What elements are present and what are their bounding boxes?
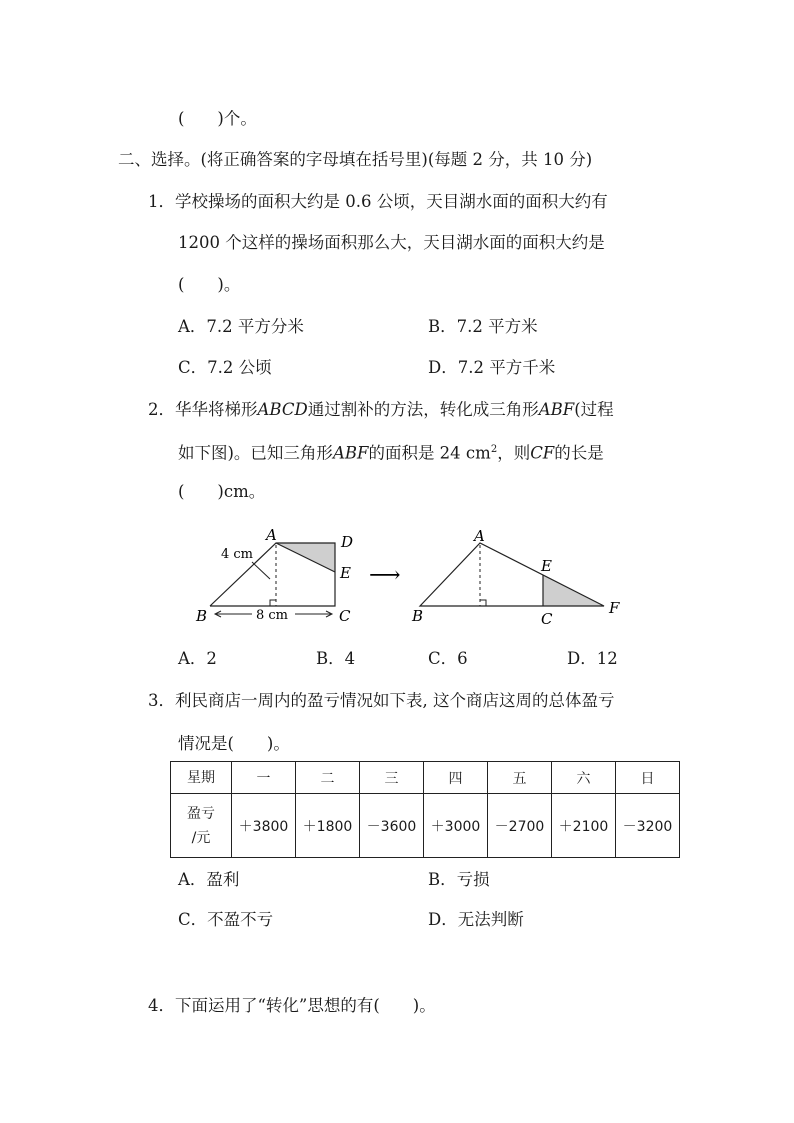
q1-option-b[interactable]: B．7.2 平方米	[428, 317, 538, 336]
q3-option-b[interactable]: B．亏损	[428, 870, 490, 889]
table-day-cell: 四	[424, 762, 488, 794]
table-value-row	[171, 794, 680, 858]
label-e-left: E	[340, 564, 351, 582]
transform-arrow: ⟶	[369, 563, 401, 588]
q3-option-d[interactable]: D．无法判断	[428, 910, 524, 929]
label-c-right: C	[541, 610, 553, 628]
row-label-line2: /元	[191, 829, 211, 846]
q4-line1[interactable]: 4．下面运用了“转化”思想的有( )。	[148, 996, 436, 1015]
label-d-left: D	[341, 533, 354, 551]
profit-loss-table	[170, 761, 680, 858]
table-value-cell: －3600	[360, 794, 424, 858]
triangle-figure	[411, 527, 620, 628]
table-value-cell: ＋1800	[296, 794, 360, 858]
label-b-right: B	[412, 607, 424, 625]
table-value-cell: ＋3000	[424, 794, 488, 858]
q1-option-d[interactable]: D．7.2 平方千米	[428, 358, 556, 377]
label-c-left: C	[339, 607, 351, 625]
q2-option-b[interactable]: B．4	[316, 649, 356, 668]
q2-option-a[interactable]: A．2	[178, 649, 217, 668]
table-day-cell: 一	[232, 762, 296, 794]
label-e-right: E	[541, 557, 552, 575]
label-f-right: F	[609, 599, 620, 617]
table-value-cell: －2700	[488, 794, 552, 858]
q2-line1-a: 2．华华将梯形	[148, 400, 258, 419]
q2-trapezoid-name: ABCD	[257, 400, 308, 419]
row-label-line1: 盈亏	[187, 805, 215, 822]
q3-line2[interactable]: 情况是( )。	[178, 734, 290, 753]
label-a-left: A	[266, 526, 277, 544]
q2-segment-cf: CF	[530, 443, 555, 463]
table-day-cell: 六	[552, 762, 616, 794]
previous-question-tail: ( )个。	[178, 109, 257, 128]
q2-option-c[interactable]: C．6	[428, 649, 468, 668]
label-a-right: A	[474, 527, 485, 545]
q3-line1: 3．利民商店一周内的盈亏情况如下表, 这个商店这周的总体盈亏	[148, 691, 615, 710]
q2-figure	[190, 520, 640, 630]
table-value-cell: ＋3800	[232, 794, 296, 858]
q2-line1-c: 通过割补的方法，转化成三角形	[307, 400, 539, 419]
q2-line2-c: 的面积是 24 cm	[368, 443, 491, 463]
q2-line1	[148, 400, 614, 420]
table-day-cell: 五	[488, 762, 552, 794]
side-leader-line	[252, 562, 270, 579]
table-value-cell: －3200	[616, 794, 680, 858]
q1-line2: 1200 个这样的操场面积那么大，天目湖水面的面积大约是	[178, 233, 605, 252]
label-b-left: B	[196, 607, 208, 625]
table-value-cell: ＋2100	[552, 794, 616, 858]
section-title: 二、选择。(将正确答案的字母填在括号里)(每题 2 分，共 10 分)	[118, 150, 593, 169]
q2-option-d[interactable]: D．12	[567, 649, 618, 668]
table-day-cell: 三	[360, 762, 424, 794]
right-angle-left	[270, 600, 276, 606]
q2-line2-d: ，则	[497, 443, 531, 463]
table-day-cell: 日	[616, 762, 680, 794]
q2-triangle-name-2: ABF	[332, 443, 369, 463]
table-header-row	[171, 762, 680, 794]
q3-option-a[interactable]: A．盈利	[178, 870, 240, 889]
q2-line2-a: 如下图)。已知三角形	[178, 443, 333, 463]
base-length-label: 8 cm	[256, 608, 289, 623]
q2-area-exponent: 2	[490, 444, 498, 455]
side-length-label: 4 cm	[221, 547, 254, 562]
q2-line2	[178, 440, 604, 464]
table-day-cell: 二	[296, 762, 360, 794]
q2-triangle-name: ABF	[538, 400, 575, 419]
table-row-label	[171, 794, 232, 858]
q3-option-c[interactable]: C．不盈不亏	[178, 910, 274, 929]
q1-option-a[interactable]: A．7.2 平方分米	[178, 317, 304, 336]
q1-option-c[interactable]: C．7.2 公顷	[178, 358, 272, 377]
q1-line1: 1．学校操场的面积大约是 0.6 公顷，天目湖水面的面积大约有	[148, 192, 608, 211]
table-header-label: 星期	[171, 762, 232, 794]
trapezoid-figure	[195, 526, 353, 625]
right-angle-right	[480, 600, 486, 606]
q1-answer-blank[interactable]: ( )。	[178, 275, 241, 294]
q2-line2-f: 的长是	[554, 443, 604, 463]
q2-line1-e: (过程	[574, 400, 614, 419]
q2-answer-blank[interactable]: ( )cm。	[178, 482, 266, 501]
